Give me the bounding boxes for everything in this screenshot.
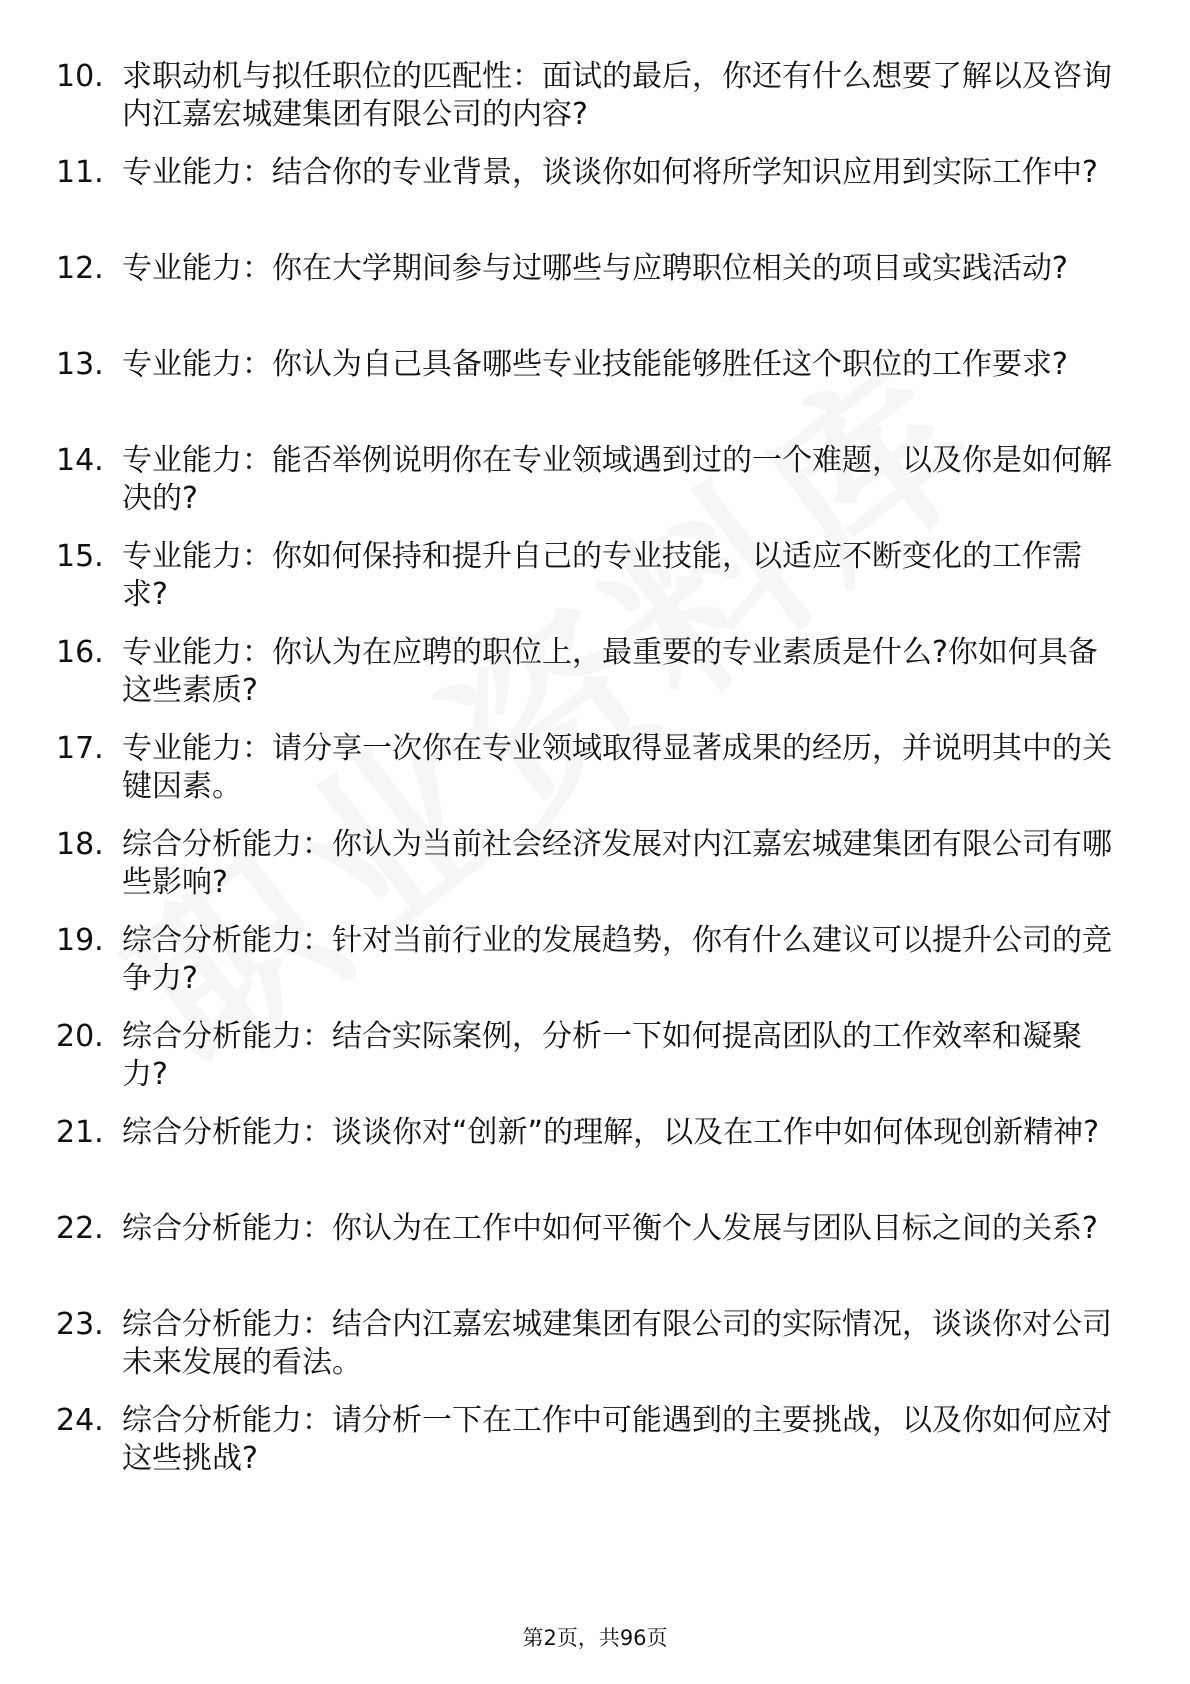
question-text: 专业能力：能否举例说明你在专业领域遇到过的一个难题，以及你是如何解决的? (122, 443, 1112, 516)
question-text: 专业能力：请分享一次你在专业领域取得显著成果的经历，并说明其中的关键因素。 (122, 731, 1112, 804)
question-text: 综合分析能力：结合内江嘉宏城建集团有限公司的实际情况，谈谈你对公司未来发展的看法。 (122, 1307, 1112, 1380)
question-text: 综合分析能力：谈谈你对“创新”的理解，以及在工作中如何体现创新精神? (122, 1115, 1100, 1150)
question-number: 24. (56, 1403, 104, 1438)
question-text: 专业能力：结合你的专业背景，谈谈你如何将所学知识应用到实际工作中? (122, 155, 1098, 190)
question-item (0, 346, 1190, 442)
question-list (0, 58, 1190, 1498)
question-item (0, 826, 1190, 922)
question-number: 16. (56, 635, 104, 670)
question-item (0, 1114, 1190, 1210)
question-number: 23. (56, 1307, 104, 1342)
question-text: 综合分析能力：针对当前行业的发展趋势，你有什么建议可以提升公司的竞争力? (122, 923, 1112, 996)
question-item (0, 154, 1190, 250)
question-item (0, 1402, 1190, 1498)
question-item (0, 538, 1190, 634)
page-indicator: 第2页，共96页 (522, 1626, 668, 1650)
question-text: 综合分析能力：你认为当前社会经济发展对内江嘉宏城建集团有限公司有哪些影响? (122, 827, 1112, 900)
question-text: 综合分析能力：请分析一下在工作中可能遇到的主要挑战，以及你如何应对这些挑战? (122, 1403, 1112, 1476)
question-item (0, 1210, 1190, 1306)
question-item (0, 730, 1190, 826)
question-text: 综合分析能力：你认为在工作中如何平衡个人发展与团队目标之间的关系? (122, 1211, 1098, 1246)
question-number: 15. (56, 539, 104, 574)
question-number: 14. (56, 443, 104, 478)
question-text: 专业能力：你在大学期间参与过哪些与应聘职位相关的项目或实践活动? (122, 251, 1068, 286)
question-item (0, 922, 1190, 1018)
question-item (0, 442, 1190, 538)
question-text: 专业能力：你认为自己具备哪些专业技能能够胜任这个职位的工作要求? (122, 347, 1068, 382)
question-number: 17. (56, 731, 104, 766)
question-number: 19. (56, 923, 104, 958)
question-text: 求职动机与拟任职位的匹配性：面试的最后，你还有什么想要了解以及咨询内江嘉宏城建集团有限公司的内容? (122, 59, 1112, 132)
question-number: 22. (56, 1211, 104, 1246)
question-item (0, 250, 1190, 346)
question-item (0, 58, 1190, 154)
question-number: 18. (56, 827, 104, 862)
question-number: 10. (56, 59, 104, 94)
question-item (0, 1306, 1190, 1402)
question-number: 21. (56, 1115, 104, 1150)
question-text: 专业能力：你认为在应聘的职位上，最重要的专业素质是什么?你如何具备这些素质? (122, 635, 1098, 708)
question-item (0, 1018, 1190, 1114)
question-item (0, 634, 1190, 730)
question-number: 11. (56, 155, 104, 190)
question-text: 综合分析能力：结合实际案例，分析一下如何提高团队的工作效率和凝聚力? (122, 1019, 1082, 1092)
question-text: 专业能力：你如何保持和提升自己的专业技能，以适应不断变化的工作需求? (122, 539, 1082, 612)
question-number: 20. (56, 1019, 104, 1054)
question-number: 12. (56, 251, 104, 286)
question-number: 13. (56, 347, 104, 382)
